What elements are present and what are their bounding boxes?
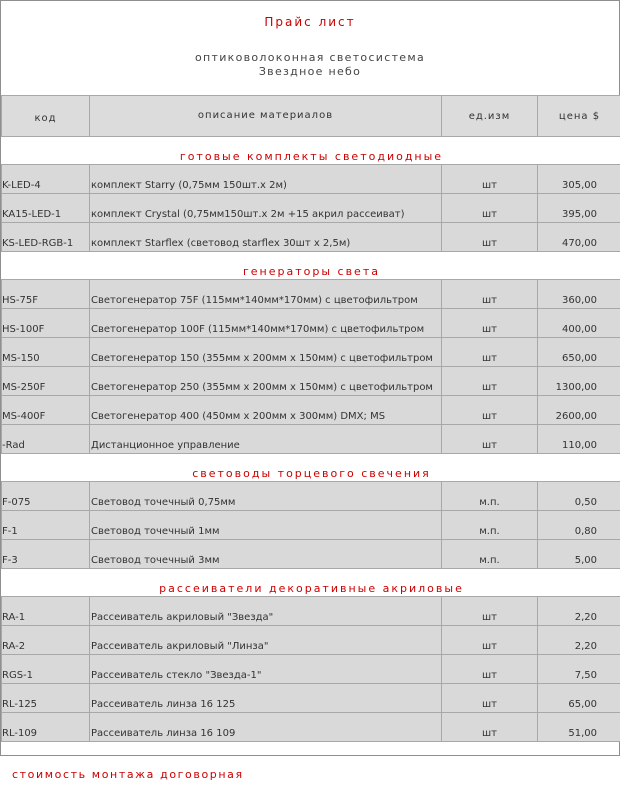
item-description: Рассеиватель акриловый "Звезда"	[90, 597, 442, 626]
table-row	[2, 482, 620, 511]
table-row	[2, 223, 620, 252]
subtitle-line-1: оптиковолоконная светосистема	[1, 51, 619, 65]
item-code: MS-400F	[2, 396, 90, 425]
item-price: 2600,00	[538, 396, 620, 425]
table-row	[2, 425, 620, 454]
item-description: комплект Starry (0,75мм 150шт.х 2м)	[90, 165, 442, 194]
item-unit: шт	[442, 655, 538, 684]
item-unit: шт	[442, 223, 538, 252]
item-price: 1300,00	[538, 367, 620, 396]
item-price: 51,00	[538, 713, 620, 742]
table-row	[2, 338, 620, 367]
column-header-unit: ед.изм	[442, 96, 538, 137]
item-description: комплект Crystal (0,75мм150шт.х 2м +15 акрил рассеиват)	[90, 194, 442, 223]
table-row	[2, 367, 620, 396]
item-unit: шт	[442, 367, 538, 396]
item-description: Световод точечный 0,75мм	[90, 482, 442, 511]
section-title: готовые комплекты светодиодные	[2, 137, 620, 165]
section-title: рассеиватели декоративные акриловые	[2, 569, 620, 597]
table-row	[2, 165, 620, 194]
item-description: Световод точечный 3мм	[90, 540, 442, 569]
item-price: 470,00	[538, 223, 620, 252]
item-price: 0,50	[538, 482, 620, 511]
item-unit: шт	[442, 626, 538, 655]
table-row	[2, 540, 620, 569]
item-description: Рассеиватель стекло "Звезда-1"	[90, 655, 442, 684]
table-row	[2, 713, 620, 742]
item-unit: м.п.	[442, 482, 538, 511]
item-code: RA-1	[2, 597, 90, 626]
item-unit: шт	[442, 165, 538, 194]
table-row	[2, 655, 620, 684]
item-description: Светогенератор 150 (355мм х 200мм х 150мм) с цветофильтром	[90, 338, 442, 367]
item-unit: шт	[442, 309, 538, 338]
item-unit: шт	[442, 684, 538, 713]
section-title: световоды торцевого свечения	[2, 454, 620, 482]
item-description: Световод точечный 1мм	[90, 511, 442, 540]
table-row	[2, 511, 620, 540]
item-code: KS-LED-RGB-1	[2, 223, 90, 252]
title-block	[1, 1, 619, 95]
item-code: F-075	[2, 482, 90, 511]
item-price: 2,20	[538, 597, 620, 626]
item-price: 65,00	[538, 684, 620, 713]
item-unit: м.п.	[442, 540, 538, 569]
item-description: Рассеиватель акриловый "Линза"	[90, 626, 442, 655]
item-price: 110,00	[538, 425, 620, 454]
footer-note: стоимость монтажа договорная	[1, 756, 619, 796]
item-unit: шт	[442, 194, 538, 223]
item-unit: шт	[442, 396, 538, 425]
column-header-code: код	[2, 96, 90, 137]
table-row	[2, 597, 620, 626]
item-unit: шт	[442, 713, 538, 742]
table-header-row	[2, 96, 620, 137]
subtitle	[1, 51, 619, 79]
item-unit: шт	[442, 425, 538, 454]
item-code: F-3	[2, 540, 90, 569]
section-header-row	[2, 252, 620, 280]
item-description: Светогенератор 400 (450мм х 200мм х 300мм) DMX; MS	[90, 396, 442, 425]
item-description: Светогенератор 250 (355мм х 200мм х 150мм) с цветофильтром	[90, 367, 442, 396]
item-price: 650,00	[538, 338, 620, 367]
item-code: F-1	[2, 511, 90, 540]
item-description: Рассеиватель линза 16 109	[90, 713, 442, 742]
item-description: Светогенератор 75F (115мм*140мм*170мм) с цветофильтром	[90, 280, 442, 309]
table-row	[2, 684, 620, 713]
spacer	[1, 742, 619, 756]
subtitle-line-2: Звездное небо	[1, 65, 619, 79]
item-price: 2,20	[538, 626, 620, 655]
section-header-row	[2, 454, 620, 482]
item-description: Светогенератор 100F (115мм*140мм*170мм) с цветофильтром	[90, 309, 442, 338]
item-unit: шт	[442, 280, 538, 309]
column-header-description: описание материалов	[90, 96, 442, 137]
section-title: генераторы света	[2, 252, 620, 280]
item-unit: м.п.	[442, 511, 538, 540]
section-header-row	[2, 569, 620, 597]
section-header-row	[2, 137, 620, 165]
item-unit: шт	[442, 597, 538, 626]
item-code: HS-75F	[2, 280, 90, 309]
item-price: 395,00	[538, 194, 620, 223]
item-unit: шт	[442, 338, 538, 367]
item-description: Рассеиватель линза 16 125	[90, 684, 442, 713]
item-price: 305,00	[538, 165, 620, 194]
item-code: -Rad	[2, 425, 90, 454]
table-row	[2, 194, 620, 223]
table-row	[2, 626, 620, 655]
item-price: 7,50	[538, 655, 620, 684]
item-code: RGS-1	[2, 655, 90, 684]
item-code: KA15-LED-1	[2, 194, 90, 223]
item-description: комплект Starflex (световод starflex 30шт х 2,5м)	[90, 223, 442, 252]
table-row	[2, 309, 620, 338]
item-price: 0,80	[538, 511, 620, 540]
item-code: K-LED-4	[2, 165, 90, 194]
item-description: Дистанционное управление	[90, 425, 442, 454]
item-price: 360,00	[538, 280, 620, 309]
column-header-price: цена $	[538, 96, 620, 137]
page-title: Прайс лист	[1, 15, 619, 29]
item-code: RA-2	[2, 626, 90, 655]
item-code: RL-125	[2, 684, 90, 713]
item-code: MS-150	[2, 338, 90, 367]
item-price: 400,00	[538, 309, 620, 338]
item-code: MS-250F	[2, 367, 90, 396]
item-code: HS-100F	[2, 309, 90, 338]
price-table	[1, 95, 620, 742]
item-price: 5,00	[538, 540, 620, 569]
table-row	[2, 396, 620, 425]
item-code: RL-109	[2, 713, 90, 742]
table-row	[2, 280, 620, 309]
